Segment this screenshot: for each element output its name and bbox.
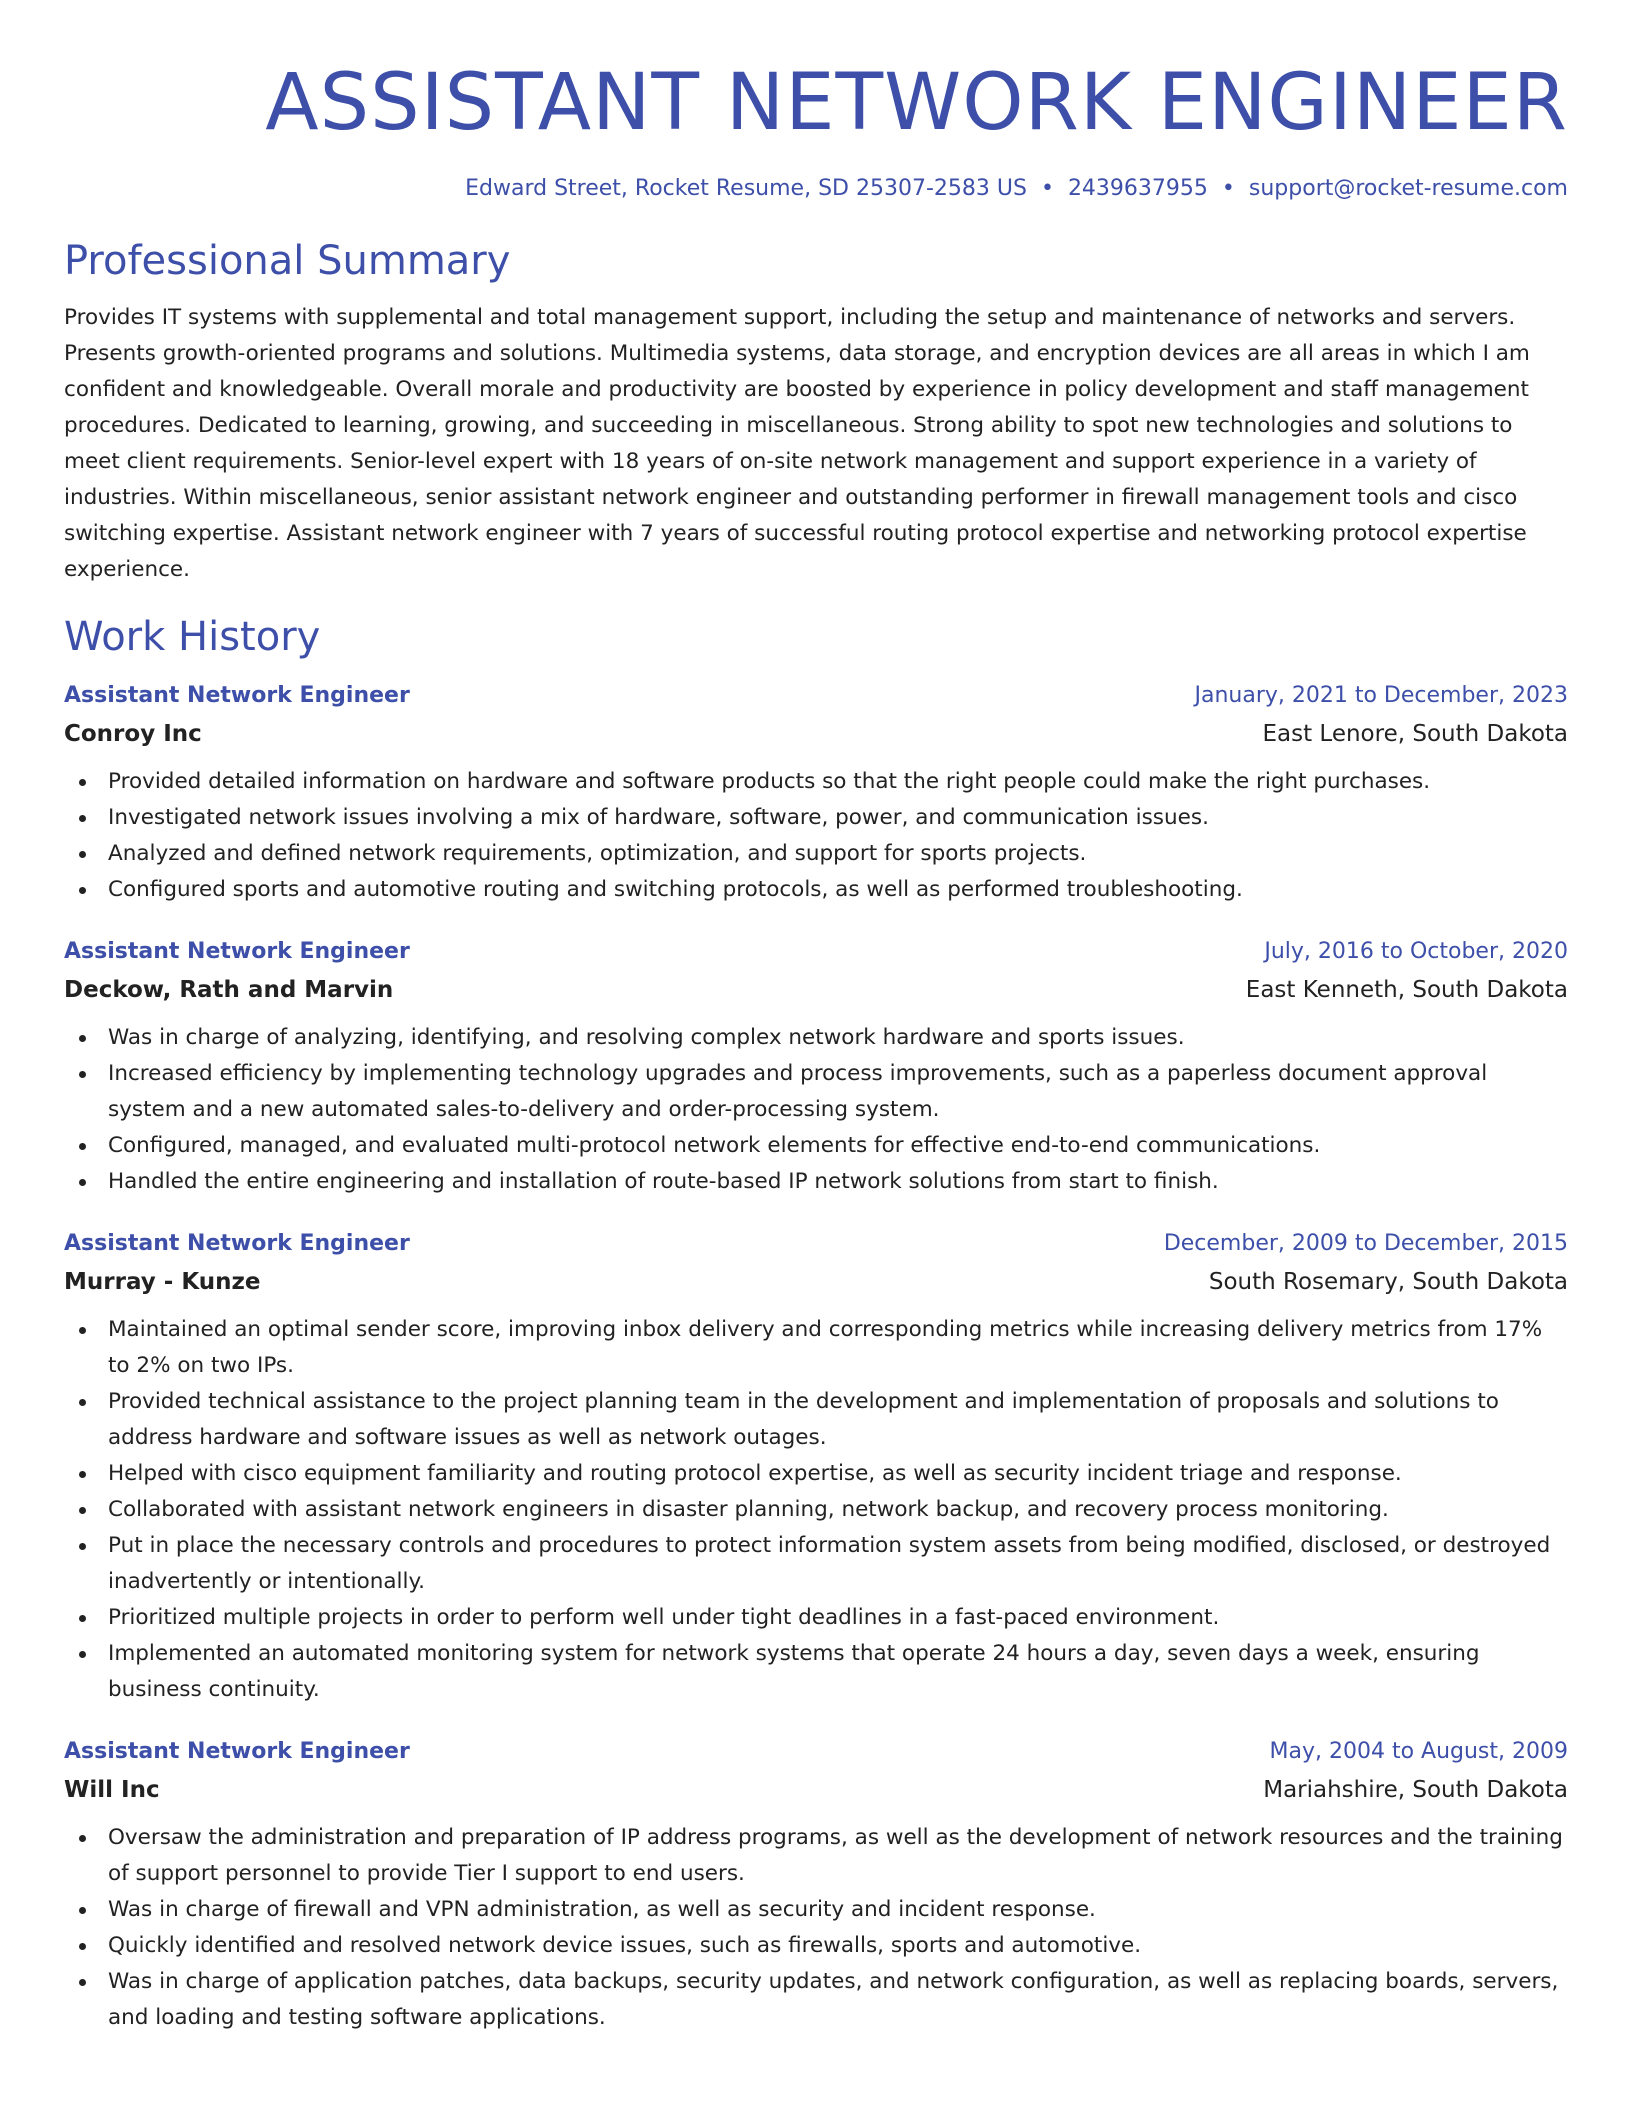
job-header-row	[64, 1734, 1568, 1770]
job-bullet: Quickly identified and resolved network device issues, such as firewalls, sports and automotive.	[64, 1928, 1568, 1964]
job-bullet: Collaborated with assistant network engineers in disaster planning, network backup, and recovery process monitoring.	[64, 1492, 1568, 1528]
job-company: Will Inc	[64, 1777, 160, 1803]
job-bullet: Analyzed and defined network requirements, optimization, and support for sports projects.	[64, 836, 1568, 872]
job-bullets	[64, 764, 1568, 908]
job-bullet: Implemented an automated monitoring system for network systems that operate 24 hours a day, seven days a week, ensuring business continuity.	[64, 1636, 1568, 1708]
job-dates: July, 2016 to October, 2020	[1264, 939, 1568, 964]
job-bullet: Configured, managed, and evaluated multi-protocol network elements for effective end-to-end communications.	[64, 1128, 1568, 1164]
job-bullet: Provided technical assistance to the project planning team in the development and implementation of proposals and solutions to address hardware and software issues as well as network outages.	[64, 1384, 1568, 1456]
job-company: Murray - Kunze	[64, 1269, 261, 1295]
summary-text: Provides IT systems with supplemental and total management support, including the setup and maintenance of networks and servers. Presents growth-oriented programs and solutions. Multimedia systems, data storage, and encryption devices are all areas in which I am confident and knowledgeable. Overall morale and productivity are boosted by experience in policy development and staff management procedures. Dedicated to learning, growing, and succeeding in miscellaneous. Strong ability to spot new technologies and solutions to meet client requirements. Senior-level expert with 18 years of on-site network management and support experience in a variety of industries. Within miscellaneous, senior assistant network engineer and outstanding performer in firewall management tools and cisco switching expertise. Assistant network engineer with 7 years of successful routing protocol expertise and networking protocol expertise experience.	[64, 305, 1530, 582]
job-company-row	[64, 970, 1568, 1010]
work-history-heading: Work History	[64, 614, 321, 660]
job-bullet: Handled the entire engineering and installation of route-based IP network solutions from start to finish.	[64, 1164, 1568, 1200]
job-company-row	[64, 1262, 1568, 1302]
contact-email: support@rocket-resume.com	[1248, 176, 1568, 201]
job-dates: January, 2021 to December, 2023	[1194, 683, 1568, 708]
resume-name: ASSISTANT NETWORK ENGINEER	[265, 58, 1568, 148]
summary-heading: Professional Summary	[64, 238, 511, 284]
job-bullet: Provided detailed information on hardware and software products so that the right people could make the right purchases.	[64, 764, 1568, 800]
job-title: Assistant Network Engineer	[64, 683, 410, 708]
resume-page	[64, 0, 1568, 2036]
job-bullet: Put in place the necessary controls and procedures to protect information system assets from being modified, disclosed, or destroyed inadvertently or intentionally.	[64, 1528, 1568, 1600]
contact-separator: •	[1221, 176, 1235, 201]
job-header-row	[64, 678, 1568, 714]
job-location: South Rosemary, South Dakota	[1208, 1269, 1568, 1295]
job-company-row	[64, 1770, 1568, 1810]
job-title: Assistant Network Engineer	[64, 1739, 410, 1764]
contact-line	[64, 174, 1568, 204]
contact-separator: •	[1040, 176, 1054, 201]
job-bullet: Investigated network issues involving a mix of hardware, software, power, and communication issues.	[64, 800, 1568, 836]
job-bullet: Increased efficiency by implementing technology upgrades and process improvements, such as a paperless document approval system and a new automated sales-to-delivery and order-processing system.	[64, 1056, 1568, 1128]
job-bullet: Helped with cisco equipment familiarity and routing protocol expertise, as well as security incident triage and response.	[64, 1456, 1568, 1492]
job-company: Deckow, Rath and Marvin	[64, 977, 394, 1003]
job-bullets	[64, 1020, 1568, 1200]
job-dates: May, 2004 to August, 2009	[1269, 1739, 1568, 1764]
job-company: Conroy Inc	[64, 721, 202, 747]
job-location: Mariahshire, South Dakota	[1263, 1777, 1568, 1803]
job-bullet: Prioritized multiple projects in order to perform well under tight deadlines in a fast-paced environment.	[64, 1600, 1568, 1636]
job-bullet: Was in charge of application patches, data backups, security updates, and network configuration, as well as replacing boards, servers, and loading and testing software applications.	[64, 1964, 1568, 2036]
job-bullet: Maintained an optimal sender score, improving inbox delivery and corresponding metrics while increasing delivery metrics from 17% to 2% on two IPs.	[64, 1312, 1568, 1384]
job-entry	[64, 1226, 1568, 1708]
job-location: East Lenore, South Dakota	[1262, 721, 1568, 747]
job-header-row	[64, 1226, 1568, 1262]
job-company-row	[64, 714, 1568, 754]
job-entry	[64, 934, 1568, 1200]
job-title: Assistant Network Engineer	[64, 939, 410, 964]
contact-phone: 2439637955	[1067, 176, 1208, 201]
job-header-row	[64, 934, 1568, 970]
job-bullets	[64, 1312, 1568, 1708]
job-bullet: Oversaw the administration and preparation of IP address programs, as well as the development of network resources and the training of support personnel to provide Tier I support to end users.	[64, 1820, 1568, 1892]
job-bullets	[64, 1820, 1568, 2036]
job-bullet: Configured sports and automotive routing and switching protocols, as well as performed troubleshooting.	[64, 872, 1568, 908]
work-history-list	[64, 678, 1568, 2036]
job-location: East Kenneth, South Dakota	[1245, 977, 1568, 1003]
contact-address: Edward Street, Rocket Resume, SD 25307-2583 US	[465, 176, 1027, 201]
job-entry	[64, 1734, 1568, 2036]
job-title: Assistant Network Engineer	[64, 1231, 410, 1256]
job-entry	[64, 678, 1568, 908]
job-dates: December, 2009 to December, 2015	[1163, 1231, 1568, 1256]
job-bullet: Was in charge of analyzing, identifying, and resolving complex network hardware and sports issues.	[64, 1020, 1568, 1056]
job-bullet: Was in charge of firewall and VPN administration, as well as security and incident response.	[64, 1892, 1568, 1928]
